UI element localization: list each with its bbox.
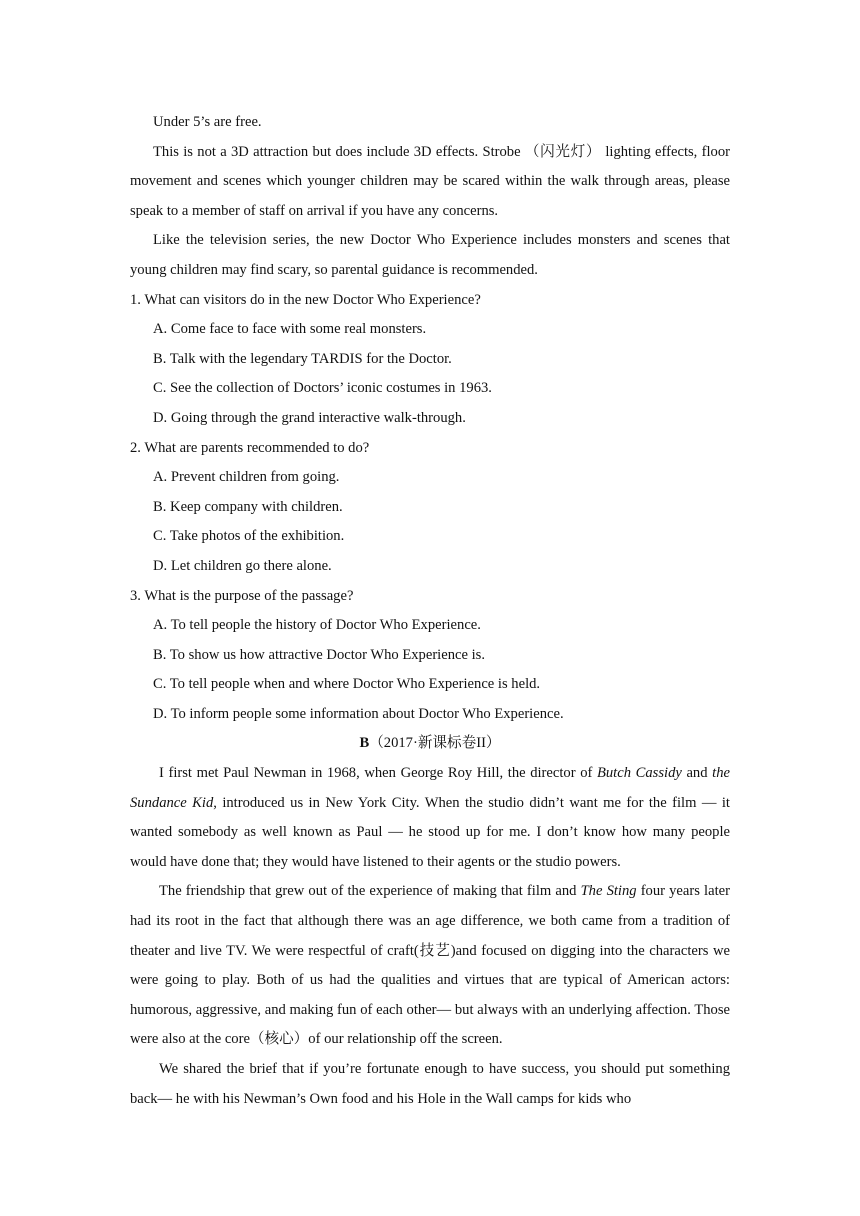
- passage-b-paragraph-3: We shared the brief that if you’re fortunate enough to have success, you should put something back— he with his Newman’s Own food and his Hole in the Wall camps for kids who: [130, 1061, 730, 1107]
- question-1: [130, 286, 730, 434]
- intro-paragraph-1: Under 5’s are free.: [153, 114, 262, 130]
- section-source: （2017·新课标卷II）: [369, 735, 501, 752]
- passage-b-paragraph-1: [130, 759, 730, 877]
- question-stem: 2. What are parents recommended to do?: [130, 439, 370, 456]
- option-a: A. Come face to face with some real monsters.: [153, 321, 427, 338]
- option-b: B. To show us how attractive Doctor Who Experience is.: [153, 646, 485, 663]
- section-heading: [130, 729, 730, 759]
- question-stem: 1. What can visitors do in the new Doctor Who Experience?: [130, 291, 481, 308]
- option-d: D. Going through the grand interactive walk-through.: [153, 409, 466, 426]
- text-run: I first met Paul Newman in 1968, when George Roy Hill, the director of: [159, 765, 597, 782]
- option-d: D. To inform people some information about Doctor Who Experience.: [153, 705, 564, 722]
- option-c: C. See the collection of Doctors’ iconic costumes in 1963.: [153, 380, 492, 397]
- intro-paragraph-3: Like the television series, the new Doctor Who Experience includes monsters and scenes that young children may find scary, so parental guidance is recommended.: [130, 232, 730, 278]
- text-run: four years later had its root in the fact that although there was an age difference, we both came from a tradition of theater and live TV. We were respectful of craft(技艺)and focused on digging into the characters we were going to play. Both of us had the qualities and virtues that are typical of American actors: humorous, aggressive, and making fun of each other— but always with an underlying affection. Those were also at the core（核心）of our relationship off the screen.: [130, 883, 730, 1048]
- option-a: A. Prevent children from going.: [153, 469, 340, 486]
- film-title: Butch Cassidy: [596, 765, 682, 782]
- option-b: B. Keep company with children.: [153, 498, 343, 515]
- text-run: and: [681, 765, 713, 782]
- document-page: [130, 108, 730, 1114]
- option-c: C. Take photos of the exhibition.: [153, 528, 345, 545]
- film-title: The Sting: [580, 883, 637, 900]
- option-a: A. To tell people the history of Doctor Who Experience.: [153, 617, 481, 634]
- text-run: , introduced us in New York City. When the studio didn’t want me for the film — it wanted somebody as well known as Paul — he stood up for me. I don’t know how many people would have done that; they would have listened to their agents or the studio powers.: [130, 794, 730, 870]
- text-run: The friendship that grew out of the experience of making that film and: [159, 883, 581, 900]
- option-c: C. To tell people when and where Doctor Who Experience is held.: [153, 676, 541, 693]
- section-letter: B: [359, 735, 370, 752]
- question-2: [130, 434, 730, 582]
- passage-b-paragraph-2: [130, 877, 730, 1055]
- intro-paragraph-2: This is not a 3D attraction but does include 3D effects. Strobe （闪光灯） lighting effects, floor movement and scenes which younger children may be scared within the walk through areas, please speak to a member of staff on arrival if you have any concerns.: [130, 143, 730, 219]
- question-stem: 3. What is the purpose of the passage?: [130, 587, 354, 604]
- option-d: D. Let children go there alone.: [153, 557, 332, 574]
- question-3: [130, 582, 730, 730]
- option-b: B. Talk with the legendary TARDIS for the Doctor.: [153, 350, 452, 367]
- film-title: the Sundance Kid: [130, 765, 730, 811]
